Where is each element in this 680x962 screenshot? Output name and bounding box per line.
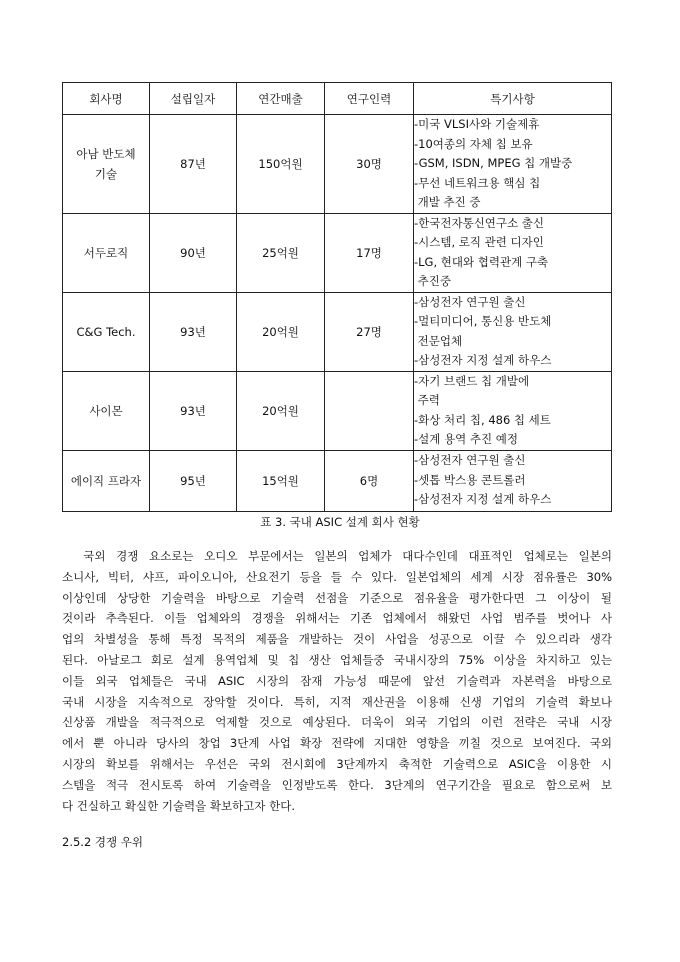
staff-cell: 17명	[325, 213, 414, 292]
note-line: 개발 추진 중	[414, 195, 481, 209]
note-line: -한국전자통신연구소 출신	[414, 215, 545, 230]
header-staff: 연구인력	[325, 83, 414, 115]
table-header-row	[63, 83, 612, 115]
founded-cell: 93년	[150, 292, 237, 371]
note-line: 주력	[414, 393, 440, 407]
paragraph-line: 다 건실하고 확실한 기술력을 확보하고자 한다.	[62, 798, 296, 813]
paragraph-line: 소니사, 빅터, 샤프, 파이오니아, 산요전기 등을 들 수 있다. 일본업체의 세계 시장 점유률은 30%	[62, 569, 612, 584]
paragraph-line: 업의 차별성을 통해 특정 목적의 제품을 개발하는 것이 사업을 성공으로 이끌 수 있으리라 생각	[62, 632, 612, 647]
note-line: -삼성전자 지정 설계 하우스	[414, 353, 552, 367]
notes-cell	[414, 213, 612, 292]
paragraph-line: 것이라 추측된다. 이들 업체와의 경쟁을 위해서는 기존 업체에서 해왔던 사업 범주를 벗어나 사	[62, 611, 612, 626]
note-line: -삼성전자 연구원 출신	[414, 294, 526, 309]
staff-cell	[325, 371, 414, 450]
table-caption: 표 3. 국내 ASIC 설계 회사 현황	[260, 515, 420, 529]
note-line: -화상 처리 칩, 486 칩 세트	[414, 412, 551, 427]
paragraph-line: 에서 뿐 아니라 당사의 창업 3단계 사업 확장 전략에 지대한 영향을 끼칠 것으로 보여진다. 국외	[62, 736, 612, 751]
company-name: 에이직 프라자	[63, 450, 150, 511]
note-line: 전문업체	[414, 333, 463, 348]
notes-cell	[414, 115, 612, 214]
revenue-cell: 20억원	[237, 371, 325, 450]
paragraph-line: 스템을 적극 전시토록 하여 기술력을 인정받도록 한다. 3단계의 연구기간을 필요로 함으로써 보	[62, 777, 612, 792]
note-line: -설계 용역 추진 예정	[414, 432, 518, 446]
paragraph-line: 이상인데 상당한 기술력을 바탕으로 기술력 선점을 기준으로 점유율을 평가한다면 그 이상이 될	[62, 590, 612, 605]
table-row	[63, 115, 612, 214]
note-line: -삼성전자 지정 설계 하우스	[414, 492, 552, 507]
asic-company-table	[62, 82, 612, 512]
note-line: -삼성전자 연구원 출신	[414, 453, 526, 468]
revenue-cell: 150억원	[237, 115, 325, 214]
note-line: -LG, 현대와 협력관계 구축	[414, 254, 549, 269]
paragraph-line: 국내 시장을 지속적으로 장악할 것이다. 특히, 지적 재산권을 이용해 신생 기업의 기술력 확보나	[62, 694, 612, 709]
notes-cell	[414, 450, 612, 511]
revenue-cell: 15억원	[237, 450, 325, 511]
revenue-cell: 25억원	[237, 213, 325, 292]
paragraph-line: 시장의 확보를 위해서는 우선은 국외 전시회에 3단계까지 축적한 기술력으로 ASIC을 이용한 시	[62, 756, 612, 771]
company-name: 서두로직	[63, 213, 150, 292]
table-row	[63, 450, 612, 511]
header-notes: 특기사항	[414, 83, 612, 115]
company-name-line: 기술	[94, 166, 118, 181]
founded-cell: 93년	[150, 371, 237, 450]
company-name-line: 아남 반도체	[76, 146, 136, 161]
note-line: -미국 VLSI사와 기술제휴	[414, 117, 540, 131]
staff-cell: 30명	[325, 115, 414, 214]
founded-cell: 90년	[150, 213, 237, 292]
note-line: -GSM, ISDN, MPEG 칩 개발중	[414, 156, 573, 170]
founded-cell: 87년	[150, 115, 237, 214]
paragraph-line: 이들 외국 업체들은 국내 ASIC 시장의 잠재 가능성 때문에 앞선 기술력과 자본력을 바탕으로	[62, 673, 612, 688]
table-row	[63, 371, 612, 450]
header-founded: 설립일자	[150, 83, 237, 115]
staff-cell: 6명	[325, 450, 414, 511]
founded-cell: 95년	[150, 450, 237, 511]
note-line: -10여종의 자체 칩 보유	[414, 136, 533, 151]
note-line: -무선 네트워크용 핵심 칩	[414, 175, 541, 190]
paragraph-line: 국외 경쟁 요소로는 오디오 부문에서는 일본의 업체가 대다수인데 대표적인 업체로는 일본의	[62, 549, 612, 563]
table-row	[63, 213, 612, 292]
paragraph-line: 신상품 개발을 적극적으로 억제할 것으로 예상된다. 더욱이 외국 기업의 이런 전략은 국내 시장	[62, 715, 612, 730]
section-heading: 2.5.2 경쟁 우위	[62, 835, 144, 849]
table-row	[63, 292, 612, 371]
note-line: -자기 브랜드 칩 개발에	[414, 373, 530, 388]
note-line: -시스템, 로직 관련 디자인	[414, 235, 544, 249]
note-line: -셋톱 박스용 콘트롤러	[414, 472, 526, 487]
notes-cell	[414, 292, 612, 371]
staff-cell: 27명	[325, 292, 414, 371]
revenue-cell: 20억원	[237, 292, 325, 371]
header-company: 회사명	[63, 83, 150, 115]
note-line: 추진중	[414, 274, 451, 288]
notes-cell	[414, 371, 612, 450]
company-name	[63, 115, 150, 214]
paragraph-line: 된다. 아날로그 회로 설계 용역업체 및 칩 생산 업체들중 국내시장의 75% 이상을 차지하고 있는	[62, 652, 612, 667]
header-revenue: 연간매출	[237, 83, 325, 115]
company-name: 사이몬	[63, 371, 150, 450]
body-paragraph	[62, 546, 612, 816]
company-name: C&G Tech.	[63, 292, 150, 371]
note-line: -멀티미디어, 통신용 반도체	[414, 314, 552, 328]
